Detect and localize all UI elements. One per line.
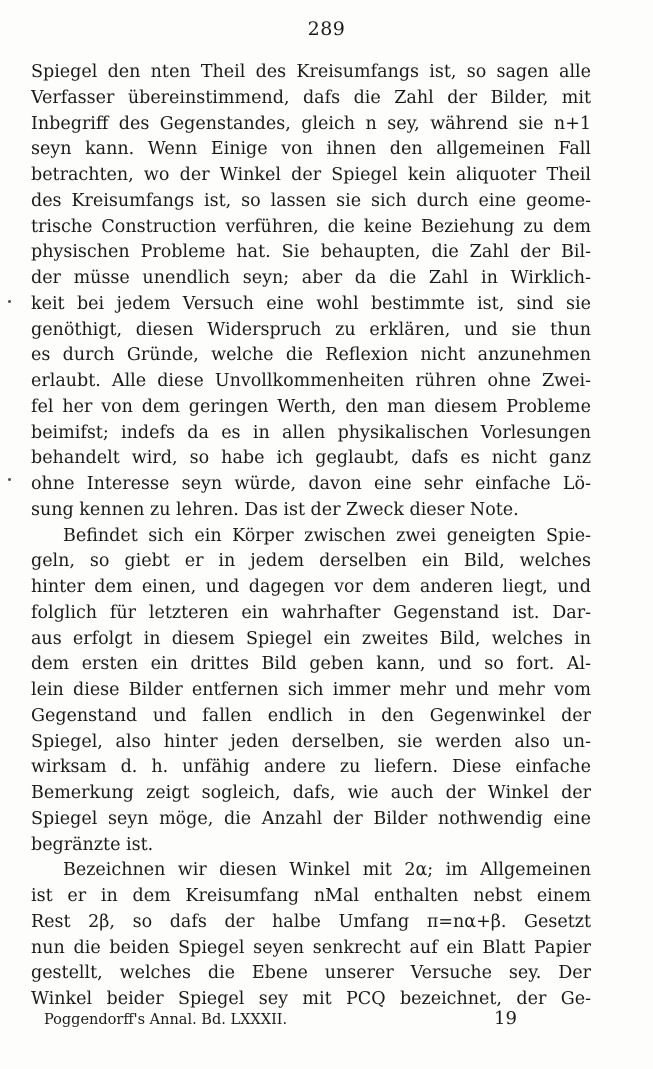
text-line: Inbegriff des Gegenstandes, gleich n sey, während sie n+1 [31, 113, 591, 134]
text-line: aus erfolgt in diesem Spiegel ein zweites Bild, welches in [31, 628, 591, 649]
text-line: dem ersten ein drittes Bild geben kann, und so fort. Al- [31, 654, 591, 675]
text-line: hinter dem einen, und dagegen vor dem anderen liegt, und [31, 577, 591, 597]
text-line: genöthigt, diesen Widerspruch zu erklären, und sie thun [31, 319, 591, 340]
text-line: keit bei jedem Versuch eine wohl bestimmte ist, sind sie [31, 293, 591, 314]
text-line: folglich für letzteren ein wahrhafter Gegenstand ist. Dar- [31, 602, 591, 623]
text-line: begränzte ist. [31, 834, 154, 855]
text-line: Verfasser übereinstimmend, dafs die Zahl der Bilder, mit [31, 87, 591, 108]
text-line: ohne Interesse seyn würde, davon eine sehr einfache Lö- [31, 474, 591, 494]
text-line: Spiegel, also hinter jeden derselben, sie werden also un- [31, 731, 591, 752]
text-line: Spiegel seyn möge, die Anzahl der Bilder nothwendig eine [31, 808, 591, 829]
text-line: Bezeichnen wir diesen Winkel mit 2α; im Allgemeinen [63, 860, 591, 881]
text-line: trische Construction verführen, die keine Beziehung zu dem [31, 216, 591, 237]
text-line: Rest 2β, so dafs der halbe Umfang π=nα+β. Gesetzt [31, 911, 591, 932]
text-line: Befindet sich ein Körper zwischen zwei geneigten Spie- [63, 525, 591, 546]
text-line: lein diese Bilder entfernen sich immer mehr und mehr vom [31, 680, 591, 700]
text-line: des Kreisumfangs ist, so lassen sie sich durch eine geome- [31, 190, 591, 211]
margin-mark [8, 300, 11, 303]
text-line: seyn kann. Wenn Einige von ihnen den allgemeinen Fall [31, 139, 591, 160]
body-text [31, 60, 591, 1013]
sheet-signature: 19 [494, 1008, 517, 1029]
text-line: betrachten, wo der Winkel der Spiegel kein aliquoter Theil [31, 165, 591, 185]
journal-reference: Poggendorff's Annal. Bd. LXXXII. [44, 1012, 288, 1028]
text-line: physischen Probleme hat. Sie behaupten, die Zahl der Bil- [31, 242, 591, 263]
margin-mark [8, 478, 11, 481]
text-line: Spiegel den nten Theil des Kreisumfangs ist, so sagen alle [31, 62, 591, 82]
text-line: Winkel beider Spiegel sey mit PCQ bezeichnet, der Ge- [31, 989, 591, 1009]
text-line: nun die beiden Spiegel seyen senkrecht auf ein Blatt Papier [31, 937, 591, 958]
text-line: beimifst; indefs da es in allen physikalischen Vorlesungen [31, 422, 591, 443]
page-footer [44, 1010, 584, 1034]
text-line: erlaubt. Alle diese Unvollkommenheiten rühren ohne Zwei- [31, 371, 591, 391]
text-line: Bemerkung zeigt sogleich, dafs, wie auch der Winkel der [31, 783, 591, 803]
text-line: es durch Gründe, welche die Reflexion nicht anzunehmen [31, 345, 591, 366]
text-line: gestellt, welches die Ebene unserer Versuche sey. Der [31, 963, 591, 984]
text-line: fel her von dem geringen Werth, den man diesem Probleme [31, 396, 591, 417]
text-line: Gegenstand und fallen endlich in den Gegenwinkel der [31, 705, 591, 726]
text-line: sung kennen zu lehren. Das ist der Zweck dieser Note. [31, 499, 519, 520]
text-line: wirksam d. h. unfähig andere zu liefern. Diese einfache [31, 757, 591, 778]
text-line: ist er in dem Kreisumfang nMal enthalten nebst einem [31, 886, 591, 906]
text-line: behandelt wird, so habe ich geglaubt, dafs es nicht ganz [31, 448, 591, 469]
page-number: 289 [307, 18, 346, 40]
text-line: geln, so giebt er in jedem derselben ein Bild, welches [31, 551, 591, 572]
text-line: der müsse unendlich seyn; aber da die Zahl in Wirklich- [31, 268, 591, 288]
